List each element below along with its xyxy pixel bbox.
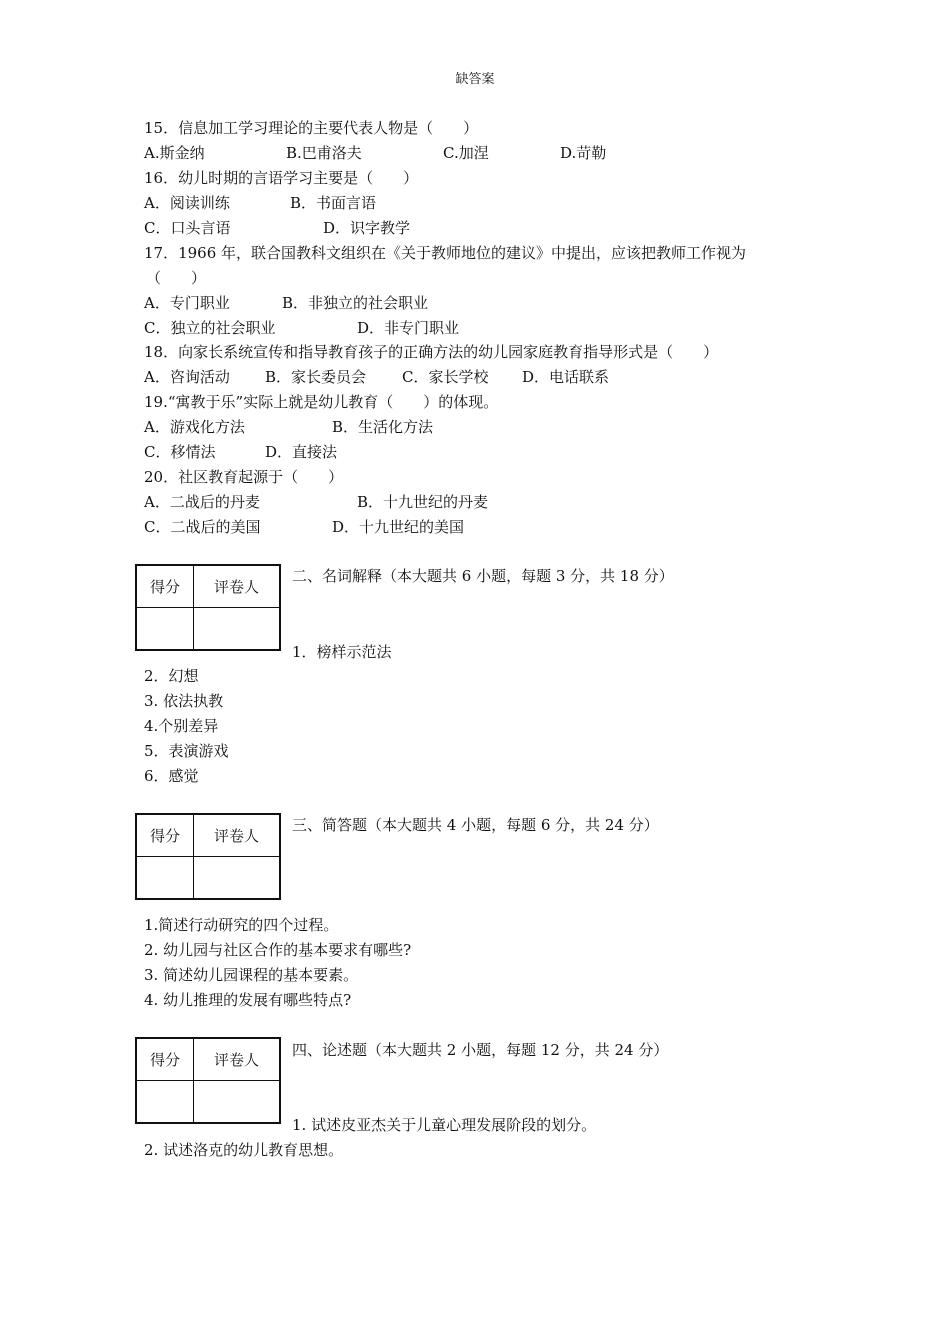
question-20: 20．社区教育起源于（ ） xyxy=(144,468,344,486)
option-19d: D．直接法 xyxy=(265,443,338,461)
section-4-item-1: 1. 试述皮亚杰关于儿童心理发展阶段的划分。 xyxy=(292,1116,597,1134)
option-18a: A．咨询活动 xyxy=(144,368,230,386)
section-4-title: 四、论述题（本大题共 2 小题，每题 12 分，共 24 分） xyxy=(292,1041,669,1059)
option-15c: C.加涅 xyxy=(443,144,489,162)
question-18: 18．向家长系统宣传和指导教育孩子的正确方法的幼儿园家庭教育指导形式是（ ） xyxy=(144,343,719,361)
option-15b: B.巴甫洛夫 xyxy=(286,144,362,162)
option-16d: D．识字教学 xyxy=(323,219,411,237)
grader-label: 评卷人 xyxy=(194,1038,281,1081)
grader-cell[interactable] xyxy=(194,857,281,900)
option-17c: C．独立的社会职业 xyxy=(144,319,276,337)
score-label: 得分 xyxy=(136,814,194,857)
option-16a: A．阅读训练 xyxy=(144,194,230,212)
section-2-item-5: 5．表演游戏 xyxy=(144,742,229,760)
option-20c: C．二战后的美国 xyxy=(144,518,261,536)
option-15a: A.斯金纳 xyxy=(144,144,205,162)
option-20a: A．二战后的丹麦 xyxy=(144,493,260,511)
score-box-section-2 xyxy=(135,564,281,651)
option-18d: D．电话联系 xyxy=(522,368,610,386)
score-box-section-3 xyxy=(135,813,281,900)
option-18b: B．家长委员会 xyxy=(265,368,367,386)
section-2-item-3: 3. 依法执教 xyxy=(144,692,224,710)
option-19b: B．生活化方法 xyxy=(332,418,434,436)
score-label: 得分 xyxy=(136,1038,194,1081)
score-cell[interactable] xyxy=(136,857,194,900)
grader-cell[interactable] xyxy=(194,1081,281,1124)
section-2-item-6: 6．感觉 xyxy=(144,767,199,785)
option-20d: D．十九世纪的美国 xyxy=(332,518,465,536)
section-2-title: 二、名词解释（本大题共 6 小题，每题 3 分，共 18 分） xyxy=(292,567,674,585)
section-3-item-2: 2. 幼儿园与社区合作的基本要求有哪些? xyxy=(144,941,412,959)
score-cell[interactable] xyxy=(136,1081,194,1124)
question-17: 17．1966 年，联合国教科文组织在《关于教师地位的建议》中提出，应该把教师工作视为 xyxy=(144,244,747,262)
section-3-title: 三、简答题（本大题共 4 小题，每题 6 分，共 24 分） xyxy=(292,816,659,834)
question-15: 15．信息加工学习理论的主要代表人物是（ ） xyxy=(144,119,479,137)
section-2-item-1: 1．榜样示范法 xyxy=(292,643,392,661)
option-15d: D.苛勒 xyxy=(560,144,607,162)
option-17a: A．专门职业 xyxy=(144,294,230,312)
question-16: 16．幼儿时期的言语学习主要是（ ） xyxy=(144,169,419,187)
question-19: 19.“寓教于乐”实际上就是幼儿教育（ ）的体现。 xyxy=(144,393,499,411)
question-17-blank: （ ） xyxy=(146,269,207,287)
option-19c: C．移情法 xyxy=(144,443,216,461)
option-16b: B．书面言语 xyxy=(290,194,377,212)
section-2-item-2: 2．幻想 xyxy=(144,667,199,685)
section-3-item-1: 1.简述行动研究的四个过程。 xyxy=(144,916,339,934)
section-3-item-3: 3. 简述幼儿园课程的基本要素。 xyxy=(144,966,359,984)
page-header: 缺答案 xyxy=(455,72,495,87)
option-20b: B．十九世纪的丹麦 xyxy=(357,493,489,511)
score-box-section-4 xyxy=(135,1037,281,1124)
option-18c: C．家长学校 xyxy=(402,368,489,386)
section-2-item-4: 4.个别差异 xyxy=(144,717,219,735)
section-4-item-2: 2. 试述洛克的幼儿教育思想。 xyxy=(144,1141,344,1159)
grader-label: 评卷人 xyxy=(194,814,281,857)
option-17d: D．非专门职业 xyxy=(357,319,460,337)
option-17b: B．非独立的社会职业 xyxy=(282,294,429,312)
option-19a: A．游戏化方法 xyxy=(144,418,245,436)
score-label: 得分 xyxy=(136,565,194,608)
grader-cell[interactable] xyxy=(194,608,281,651)
score-cell[interactable] xyxy=(136,608,194,651)
option-16c: C．口头言语 xyxy=(144,219,231,237)
section-3-item-4: 4. 幼儿推理的发展有哪些特点? xyxy=(144,991,352,1009)
grader-label: 评卷人 xyxy=(194,565,281,608)
